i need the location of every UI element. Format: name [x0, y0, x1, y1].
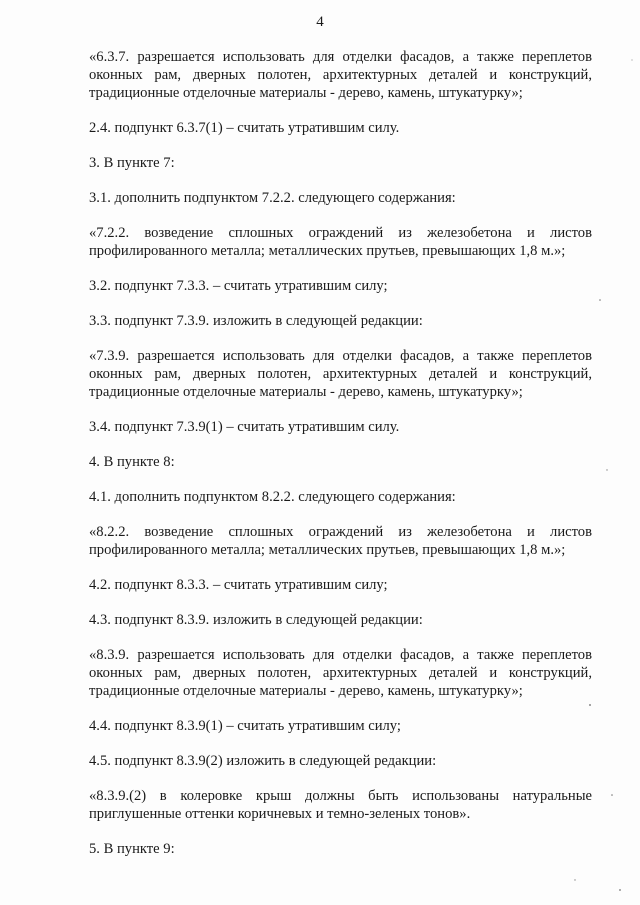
item-3-4: 3.4. подпункт 7.3.9(1) – считать утратившим силу.: [89, 419, 400, 435]
item-4-3: 4.3. подпункт 8.3.9. изложить в следующей редакции:: [89, 612, 423, 628]
item-2-4: 2.4. подпункт 6.3.7(1) – считать утратившим силу.: [89, 120, 400, 136]
item-4-2: 4.2. подпункт 8.3.3. – считать утратившим силу;: [89, 577, 388, 593]
quote-8-3-9-2: «8.3.9.(2) в колеровке крыш должны быть использованы натуральные приглушенные оттенки коричневых и темно-зеленых тонов».: [89, 788, 592, 822]
section-3-heading: 3. В пункте 7:: [89, 155, 175, 171]
quote-6-3-7: «6.3.7. разрешается использовать для отделки фасадов, а также переплетов оконных рам, дверных полотен, архитектурных деталей и конструкций, традиционные отделочные материалы - дерево, камень, штукатурку»;: [89, 49, 592, 101]
item-3-2: 3.2. подпункт 7.3.3. – считать утратившим силу;: [89, 278, 388, 294]
section-4-heading: 4. В пункте 8:: [89, 454, 175, 470]
page-number: 4: [316, 14, 324, 30]
quote-8-3-9: «8.3.9. разрешается использовать для отделки фасадов, а также переплетов оконных рам, дверных полотен, архитектурных деталей и конструкций, традиционные отделочные материалы - дерево, камень, штукатурку»;: [89, 647, 592, 699]
section-5-heading: 5. В пункте 9:: [89, 841, 175, 857]
item-4-5: 4.5. подпункт 8.3.9(2) изложить в следующей редакции:: [89, 753, 437, 769]
item-4-4: 4.4. подпункт 8.3.9(1) – считать утратившим силу;: [89, 718, 401, 734]
quote-7-3-9: «7.3.9. разрешается использовать для отделки фасадов, а также переплетов оконных рам, дверных полотен, архитектурных деталей и конструкций, традиционные отделочные материалы - дерево, камень, штукатурку»;: [89, 348, 592, 400]
item-4-1: 4.1. дополнить подпунктом 8.2.2. следующего содержания:: [89, 489, 456, 505]
item-3-3: 3.3. подпункт 7.3.9. изложить в следующей редакции:: [89, 313, 423, 329]
item-3-1: 3.1. дополнить подпунктом 7.2.2. следующего содержания:: [89, 190, 456, 206]
quote-7-2-2: «7.2.2. возведение сплошных ограждений из железобетона и листов профилированного металла; металлических прутьев, превышающих 1,8 м.»;: [89, 225, 592, 259]
quote-8-2-2: «8.2.2. возведение сплошных ограждений из железобетона и листов профилированного металла; металлических прутьев, превышающих 1,8 м.»;: [89, 524, 592, 558]
document-body: [89, 48, 592, 875]
